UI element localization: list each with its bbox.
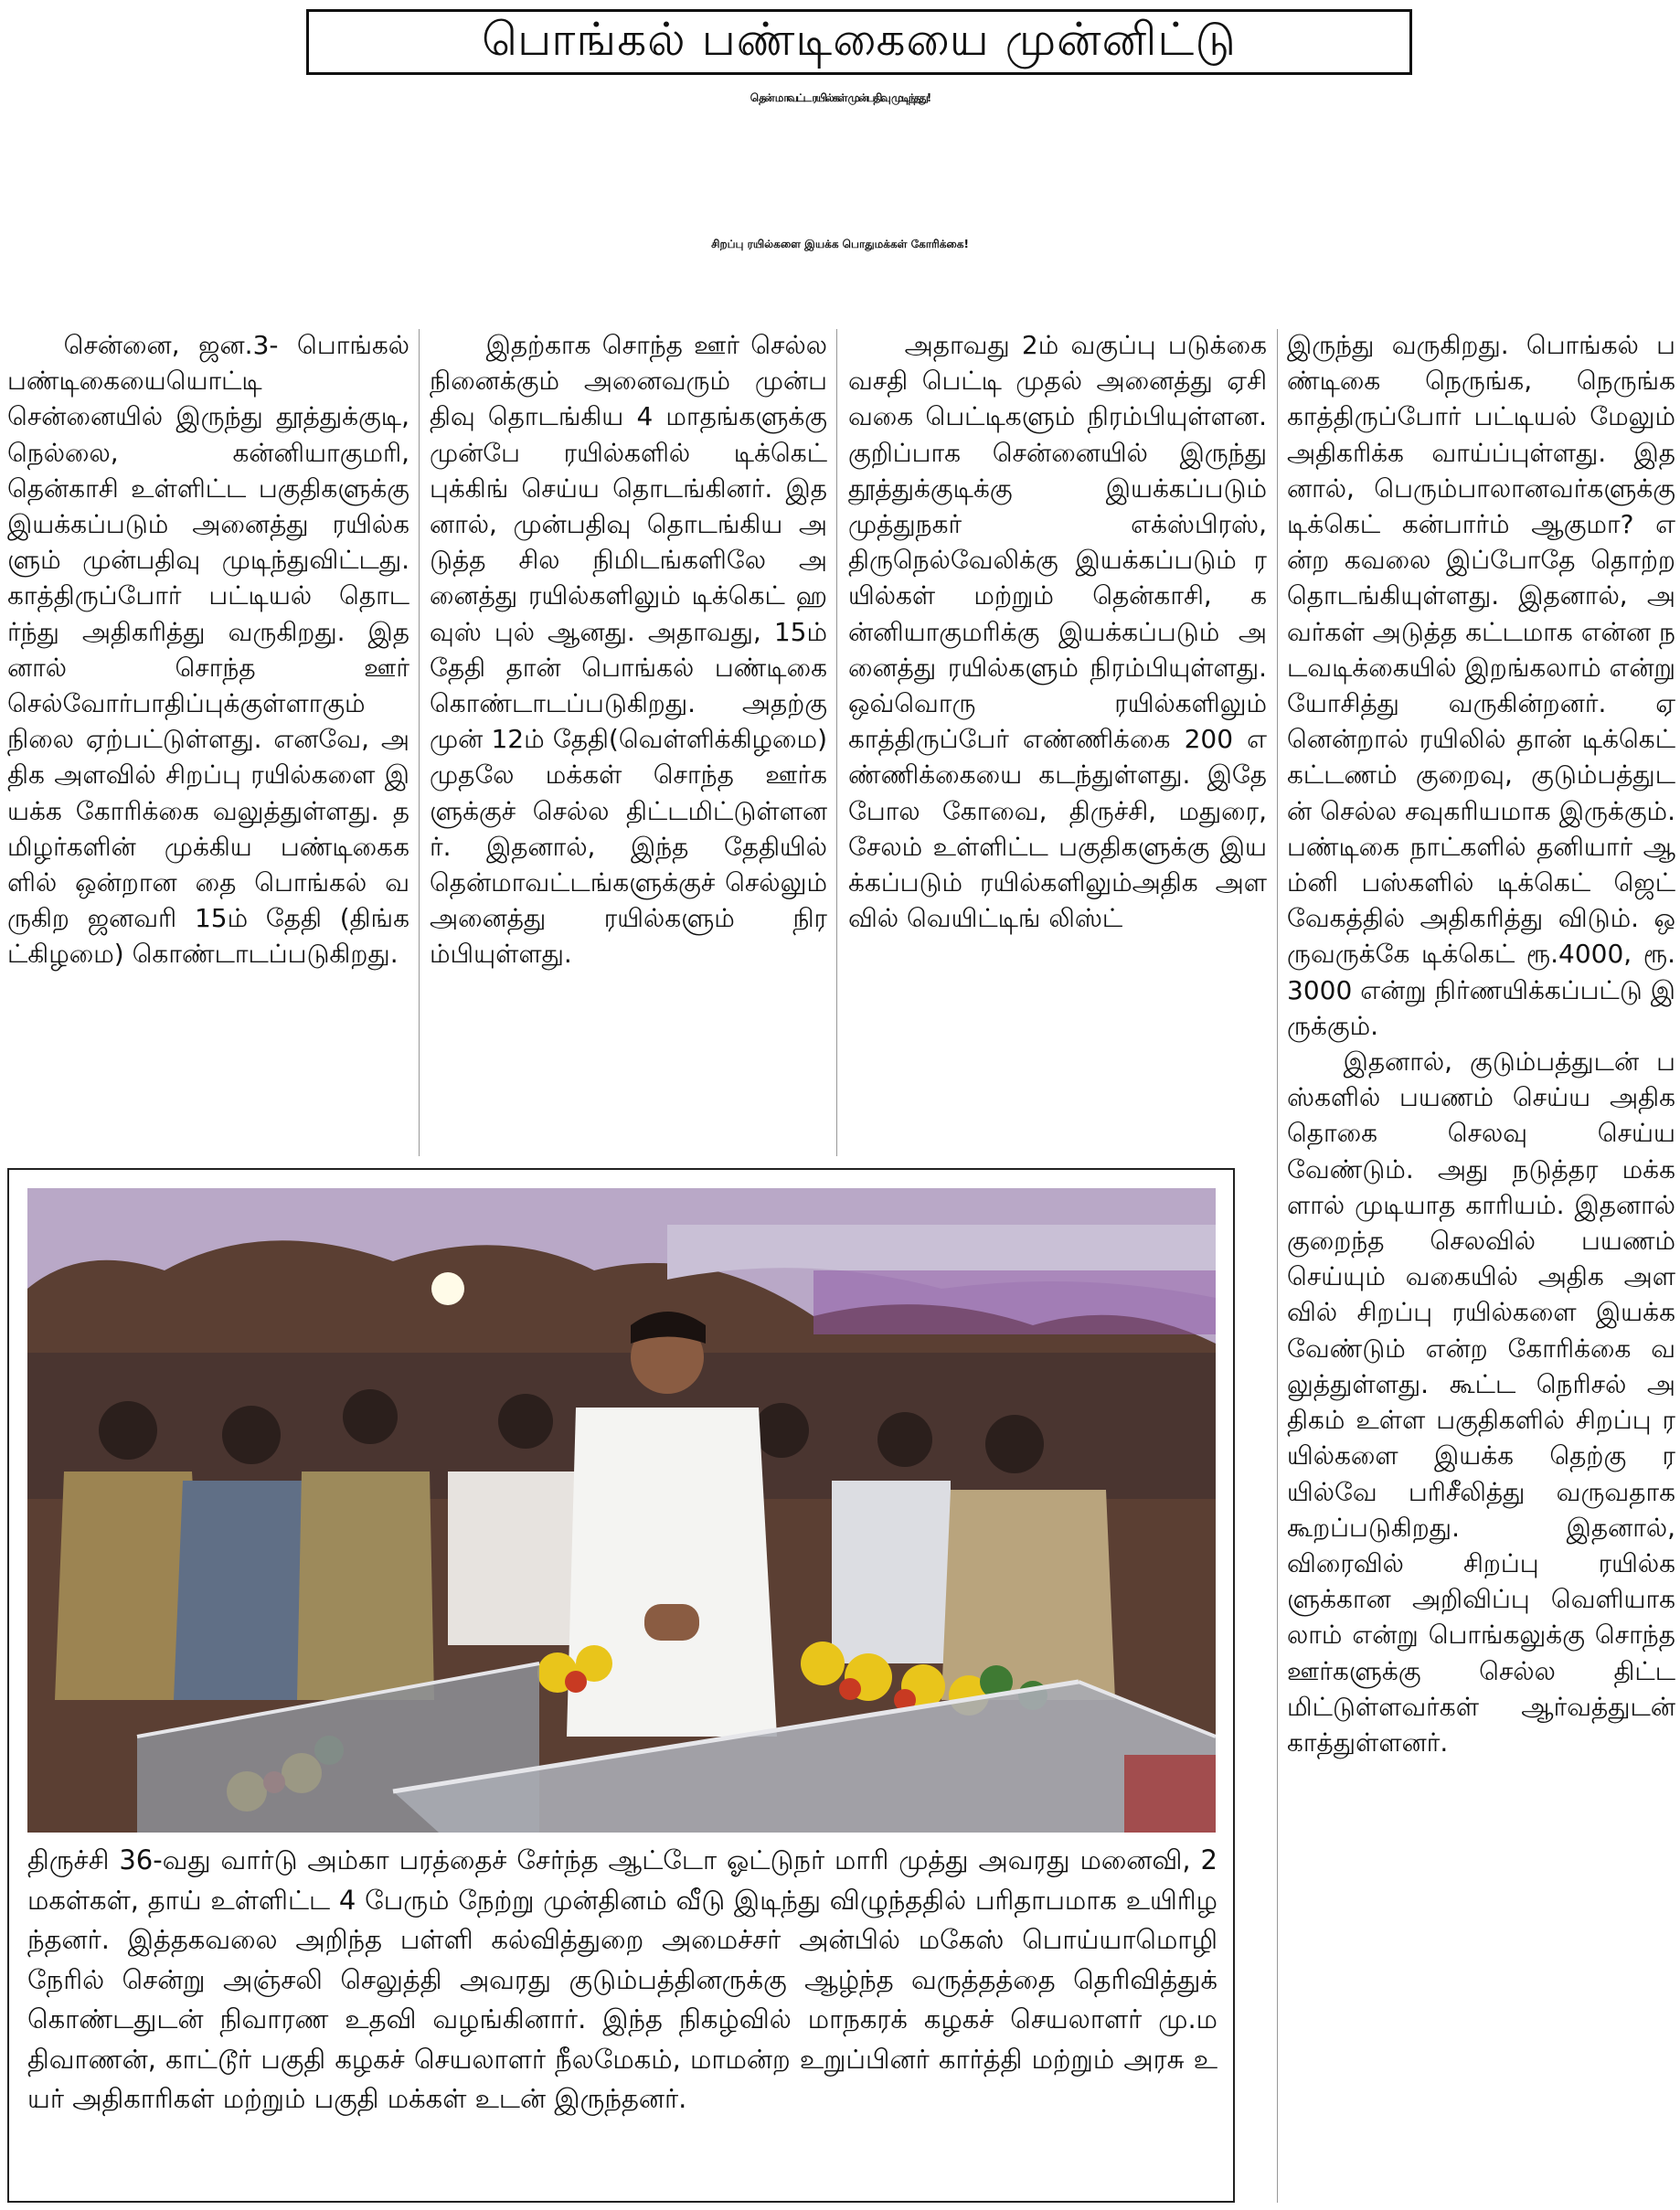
column-1 [7,327,409,1154]
photo-caption: திருச்சி 36-வது வார்டு அம்கா பரத்தைச் சேர்ந்த ஆட்டோ ஓட்டுநர் மாரி முத்து அவரது மனைவி, 2 மகள்கள், தாய் உள்ளிட்ட 4 பேரும் நேற்று முன்தினம் வீடு இடிந்து விழுந்ததில் பரிதாபமாக உயிரிழந்தனர். இத்தகவலை அறிந்த பள்ளி கல்வித்துறை அமைச்சர் அன்பில் மகேஸ் பொய்யாமொழி நேரில் சென்று அஞ்சலி செலுத்தி அவரது குடும்பத்தினருக்கு ஆழ்ந்த வருத்தத்தை தெரிவித்துக் கொண்டதுடன் நிவாரண உதவி வழங்கினார். இந்த நிகழ்வில் மாநகரக் கழகச் செயலாளர் மு.மதிவாணன், காட்டூர் பகுதி கழகச் செயலாளர் நீலமேகம், மாமன்ற உறுப்பினர் கார்த்தி மற்றும் அரசு உயர் அதிகாரிகள் மற்றும் பகுதி மக்கள் உடன் இருந்தனர். [27,1844,1217,2114]
column-3-text: அதாவது 2ம் வகுப்பு படுக்கை வசதி பெட்டி முதல் அனைத்து ஏசி வகை பெட்டிகளும் நிரம்பியுள்ளன. குறிப்பாக சென்னையில் இருந்து தூத்துக்குடிக்கு இயக்கப்படும் முத்துநகர் எக்ஸ்பிரஸ், திருநெல்வேலிக்கு இயக்கப்படும் ரயில்கள் மற்றும் தென்காசி, கன்னியாகுமரிக்கு இயக்கப்படும் அனைத்து ரயில்களும் நிரம்பியுள்ளது. ஒவ்வொரு ரயில்களிலும் காத்திருப்பேர் எண்ணிக்கை 200 எண்ணிக்கையை கடந்துள்ளது. இதே போல கோவை, திருச்சி, மதுரை, சேலம் உள்ளிட்ட பகுதிகளுக்கு இயக்கப்படும் ரயில்களிலும்அதிக அளவில் வெயிட்டிங் லிஸ்ட் [848,330,1267,934]
column-4-text-continued: இதனால், குடும்பத்துடன் பஸ்களில் பயணம் செய்ய அதிக தொகை செலவு செய்ய வேண்டும். அது நடுத்தர மக்களால் முடியாத காரியம். இதனால் குறைந்த செலவில் பயணம் செய்யும் வகையில் அதிக அளவில் சிறப்பு ரயில்களை இயக்க வேண்டும் என்ற கோரிக்கை வலுத்துள்ளது. கூட்ட நெரிசல் அதிகம் உள்ள பகுதிகளில் சிறப்பு ரயில்களை இயக்க தெற்கு ரயில்வே பரிசீலித்து வருவதாக கூறப்படுகிறது. இதனால், விரைவில் சிறப்பு ரயில்களுக்கான அறிவிப்பு வெளியாகலாம் என்று பொங்கலுக்கு சொந்த ஊர்களுக்கு செல்ல திட்டமிட்டுள்ளவர்கள் ஆர்வத்துடன் காத்துள்ளனர். [1287,1047,1675,1758]
column-3 [848,327,1267,1154]
kicker-box [306,9,1412,75]
headline: தென் மாவட்ட ரயில்கள் முன்பதிவு முடிந்தது! [750,91,930,104]
photo-frame [7,1168,1235,2203]
column-rule [419,329,420,1156]
column-2-text: இதற்காக சொந்த ஊர் செல்ல நினைக்கும் அனைவரும் முன்பதிவு தொடங்கிய 4 மாதங்களுக்கு முன்பே ரயில்களில் டிக்கெட் புக்கிங் செய்ய தொடங்கினர். இதனால், முன்பதிவு தொடங்கிய அடுத்த சில நிமிடங்களிலே அனைத்து ரயில்களிலும் டிக்கெட் ஹவுஸ் புல் ஆனது. அதாவது, 15ம் தேதி தான் பொங்கல் பண்டிகை கொண்டாடப்படுகிறது. அதற்கு முன் 12ம் தேதி(வெள்ளிக்கிழமை) முதலே மக்கள் சொந்த ஊர்களுக்குச் செல்ல திட்டமிட்டுள்ளனர். இதனால், இந்த தேதியில் தென்மாவட்டங்களுக்குச் செல்லும் அனைத்து ரயில்களும் நிரம்பியுள்ளது. [430,330,827,970]
news-photo [27,1188,1216,1833]
column-rule [1277,329,1278,2203]
kicker: பொங்கல் பண்டிகையை முன்னிட்டு [482,12,1237,66]
column-rule [836,329,837,1156]
column-4 [1287,327,1675,2205]
column-2 [430,327,827,1154]
subheadline: சிறப்பு ரயில்களை இயக்க பொதுமக்கள் கோரிக்கை! [711,238,969,250]
column-4-text: இருந்து வருகிறது. பொங்கல் பண்டிகை நெருங்க, நெருங்க காத்திருப்போர் பட்டியல் மேலும் அதிகரிக்க வாய்ப்புள்ளது. இதனால், பெரும்பாலானவர்களுக்கு டிக்கெட் கன்பார்ம் ஆகுமா? என்ற கவலை இப்போதே தொற்ற தொடங்கியுள்ளது. இதனால், அவர்கள் அடுத்த கட்டமாக என்ன நடவடிக்கையில் இறங்கலாம் என்று யோசித்து வருகின்றனர். ஏனென்றால் ரயிலில் தான் டிக்கெட் கட்டணம் குறைவு, குடும்பத்துடன் செல்ல சவுகரியமாக இருக்கும். பண்டிகை நாட்களில் தனியார் ஆம்னி பஸ்களில் டிக்கெட் ஜெட் வேகத்தில் அதிகரித்து விடும். ஒருவருக்கே டிக்கெட் ரூ.4000, ரூ.3000 என்று நிர்ணயிக்கப்பட்டு இருக்கும். [1287,330,1675,1041]
column-1-text: சென்னை, ஜன.3- பொங்கல் பண்டிகையையொட்டி சென்னையில் இருந்து தூத்துக்குடி, நெல்லை, கன்னியாகுமரி, தென்காசி உள்ளிட்ட பகுதிகளுக்கு இயக்கப்படும் அனைத்து ரயில்களும் முன்பதிவு முடிந்துவிட்டது. காத்திருப்போர் பட்டியல் தொடர்ந்து அதிகரித்து வருகிறது. இதனால் சொந்த ஊர் செல்வோர்பாதிப்புக்குள்ளாகும் நிலை ஏற்பட்டுள்ளது. எனவே, அதிக அளவில் சிறப்பு ரயில்களை இயக்க கோரிக்கை வலுத்துள்ளது. தமிழர்களின் முக்கிய பண்டிகைகளில் ஒன்றான தை பொங்கல் வருகிற ஜனவரி 15ம் தேதி (திங்கட்கிழமை) கொண்டாடப்படுகிறது. [7,330,409,970]
